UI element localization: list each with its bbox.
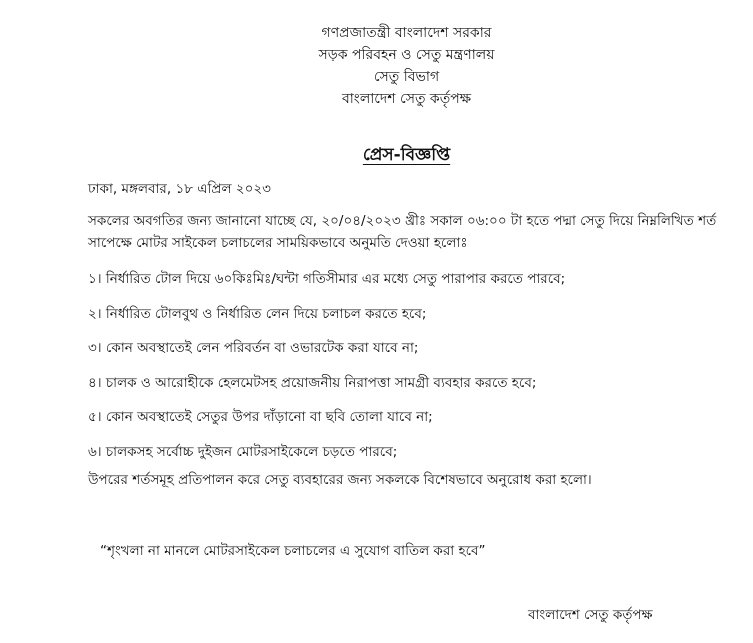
header-ministry: সড়ক পরিবহন ও সেতু মন্ত্রণালয় xyxy=(318,47,495,63)
signature: বাংলাদেশ সেতু কর্তৃপক্ষ xyxy=(528,607,653,623)
document-date: ঢাকা, মঙ্গলবার, ১৮ এপ্রিল ২০২৩ xyxy=(88,181,271,197)
header-authority: বাংলাদেশ সেতু কর্তৃপক্ষ xyxy=(341,91,472,107)
intro-paragraph: সকলের অবগতির জন্য জানানো যাচ্ছে যে, ২০/০৪/২০২৩ খ্রীঃ সকাল ০৬:০০ টা হতে পদ্মা সেতু দিয়ে নিম্নলিখিত শর্ত সাপেক্ষে মোটর সাইকেল চলাচলের সাময়িকভাবে অনুমতি দেওয়া হলোঃ xyxy=(88,213,717,251)
condition-item: ৪। চালক ও আরোহীকে হেলমেটসহ প্রয়োজনীয় নিরাপত্তা সামগ্রী ব্যবহার করতে হবে; xyxy=(88,374,537,391)
header-division: সেতু বিভাগ xyxy=(373,69,440,85)
conditions-list xyxy=(88,268,728,475)
warning-quote: “শৃংখলা না মানলে মোটরসাইকেল চলাচলের এ সুযোগ বাতিল করা হবে” xyxy=(100,543,486,559)
condition-item: ৬। চালকসহ সর্বোচ্চ দুইজন মোটরসাইকেলে চড়তে পারবে; xyxy=(88,443,398,460)
condition-item: ২। নির্ধারিত টোলবুথ ও নির্ধারিত লেন দিয়ে চলাচল করতে হবে; xyxy=(88,305,427,322)
document-title: প্রেস-বিজ্ঞপ্তি xyxy=(362,145,451,165)
document-header xyxy=(0,22,753,110)
closing-paragraph: উপরের শর্তসমূহ প্রতিপালন করে সেতু ব্যবহারের জন্য সকলকে বিশেষভাবে অনুরোধ করা হলো। xyxy=(88,472,592,488)
condition-item: ১। নির্ধারিত টোল দিয়ে ৬০কিঃমিঃ/ঘন্টা গতিসীমার এর মধ্যে সেতু পারাপার করতে পারবে; xyxy=(88,271,566,287)
document-title-wrap xyxy=(0,142,753,170)
header-government: গণপ্রজাতন্ত্রী বাংলাদেশ সরকার xyxy=(321,25,492,41)
condition-item: ৫। কোন অবস্থাতেই সেতুর উপর দাঁড়ানো বা ছবি তোলা যাবে না; xyxy=(88,409,433,425)
condition-item: ৩। কোন অবস্থাতেই লেন পরিবর্তন বা ওভারটেক করা যাবে না; xyxy=(88,340,419,356)
